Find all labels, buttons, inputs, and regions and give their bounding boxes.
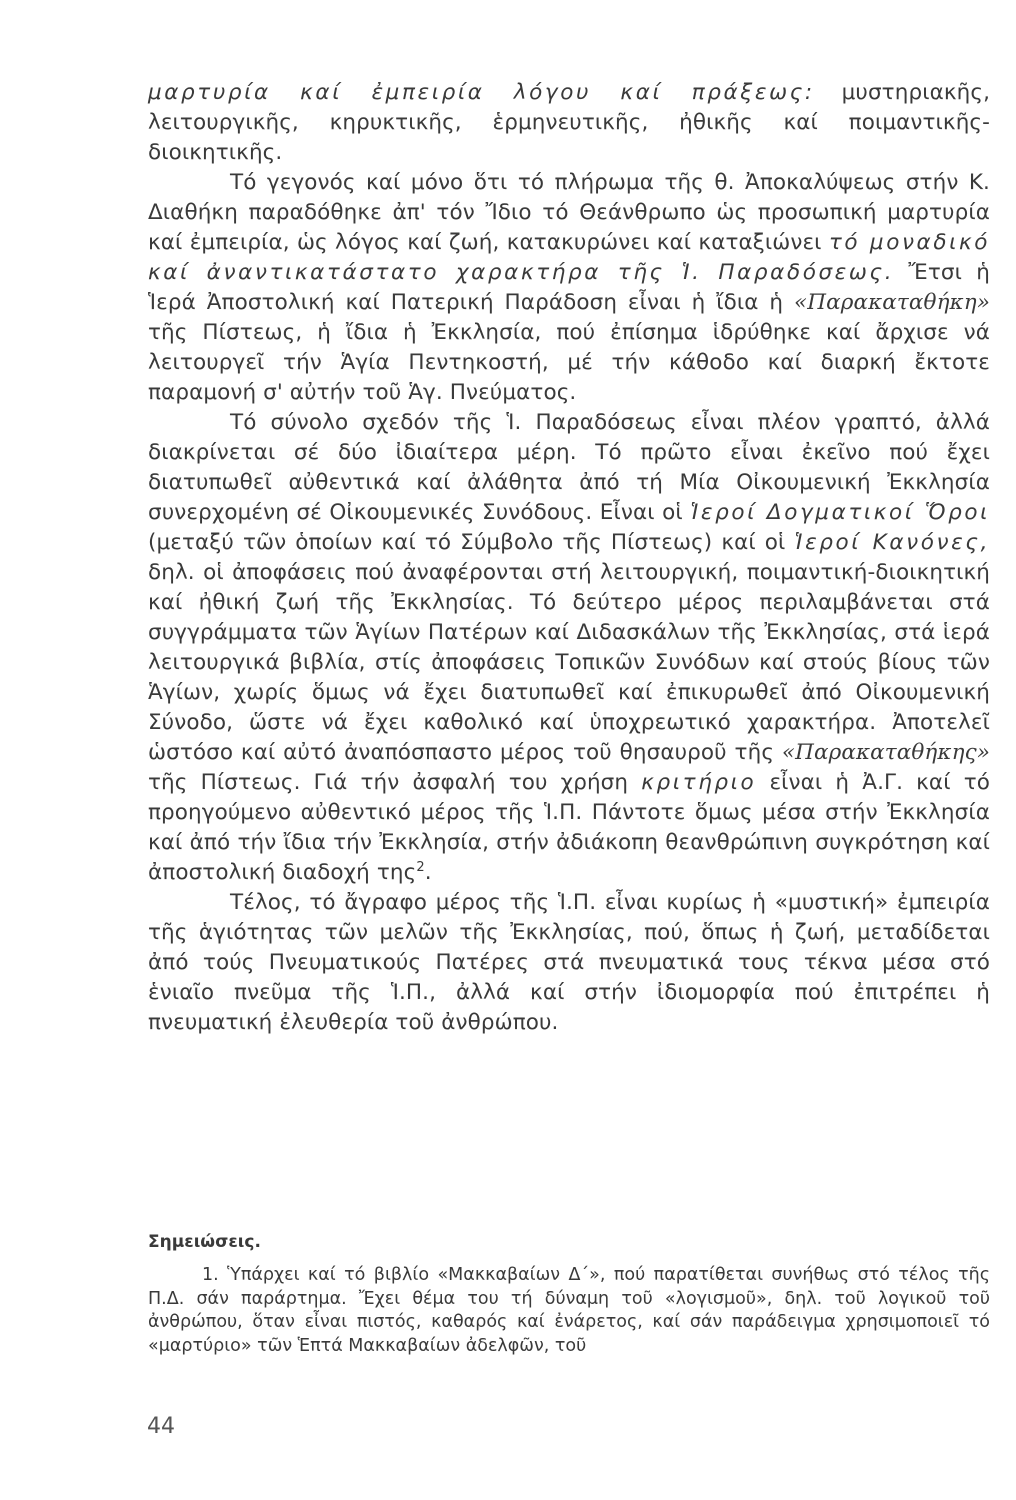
text-run: Τό γεγονός καί μόνο ὅτι τό πλήρωμα τῆς θ. Ἀποκαλύψεως στήν Κ. Διαθήκη παραδόθηκε ἀπ' τόν Ἴδιο τό Θεάνθρωπο ὡς προσωπική μαρτυρία καί ἐμπειρία, ὡς λόγος καί ζωή, κατακυρώνει καί καταξιώνει xyxy=(148,170,990,255)
quoted-term: «Παρακαταθήκης» xyxy=(781,740,990,765)
text-run: (μεταξύ τῶν ὁποίων καί τό Σύμβολο τῆς Πίστεως) καί οἱ xyxy=(148,530,795,555)
text-run: τῆς Πίστεως. Γιά τήν ἀσφαλή του χρήση xyxy=(148,770,642,795)
footnote-ref: 2 xyxy=(416,859,425,875)
text-run: . xyxy=(424,860,432,885)
emphasized-text: μαρτυρία καί ἐμπειρία λόγου καί πράξεως: xyxy=(148,80,815,105)
quoted-term: «Παρακαταθήκη» xyxy=(794,290,990,315)
text-run: μυστηριακῆς, λειτουργικῆς, κηρυκτικῆς, ἑρμηνευτικῆς, ἠθικῆς καί ποιμαντικῆς-διοικητικῆς. xyxy=(148,80,991,165)
text-run: Τέλος, τό ἄγραφο μέρος τῆς Ἱ.Π. εἶναι κυρίως ἡ «μυστική» ἐμπειρία τῆς ἁγιότητας τῶν μελῶν τῆς Ἐκκλησίας, πού, ὅπως ἡ ζωή, μεταδίδεται ἀπό τούς Πνευματικούς Πατέρες στά πνευματικά τους τέκνα μέσα στό ἑνιαῖο πνεῦμα τῆς Ἱ.Π., ἀλλά καί στήν ἰδιομορφία πού ἐπιτρέπει ἡ πνευματική ἐλευθερία τοῦ ἀνθρώπου. xyxy=(148,890,990,1035)
emphasized-text: Ἱεροί Κανόνες, xyxy=(794,530,991,555)
footnotes-section xyxy=(148,1232,990,1358)
emphasized-text: κριτήριο xyxy=(641,770,757,795)
emphasized-text: Ἱεροί Δογματικοί Ὅροι xyxy=(690,500,991,525)
text-run: Τό σύνολο σχεδόν τῆς Ἱ. Παραδόσεως εἶναι πλέον γραπτό, ἀλλά διακρίνεται σέ δύο ἰδιαίτερα μέρη. Τό πρῶτο εἶναι ἐκεῖνο πού ἔχει διατυπωθεῖ αὐθεντικά καί ἀλάθητα ἀπό τή Μία Οἰκουμενική Ἐκκλησία συνερχομένη σέ Οἰκουμενικές Συνόδους. Εἶναι οἱ xyxy=(148,410,990,525)
text-run: Ἔτσι ἡ Ἱερά Ἀποστολική καί Πατερική Παράδοση εἶναι ἡ ἴδια ἡ xyxy=(148,260,990,315)
text-run: τῆς Πίστεως, ἡ ἴδια ἡ Ἐκκλησία, πού ἐπίσημα ἱδρύθηκε καί ἄρχισε νά λειτουργεῖ τήν Ἁγία Πεντηκοστή, μέ τήν κάθοδο καί διαρκή ἔκτοτε παραμονή σ' αὐτήν τοῦ Ἁγ. Πνεύματος. xyxy=(148,320,990,405)
paragraph xyxy=(148,168,990,408)
page-number: 44 xyxy=(147,1414,175,1439)
text-run: δηλ. οἱ ἀποφάσεις πού ἀναφέρονται στή λειτουργική, ποιμαντική-διοικητική καί ἠθική ζωή τῆς Ἐκκλησίας. Τό δεύτερο μέρος περιλαμβάνεται στά συγγράμματα τῶν Ἁγίων Πατέρων καί Διδασκάλων τῆς Ἐκκλησίας, στά ἱερά λειτουργικά βιβλία, στίς ἀποφάσεις Τοπικῶν Συνόδων καί στούς βίους τῶν Ἁγίων, χωρίς ὅμως νά ἔχει διατυπωθεῖ καί ἐπικυρωθεῖ ἀπό Οἰκουμενική Σύνοδο, ὥστε νά ἔχει καθολικό καί ὑποχρεωτικό χαρακτήρα. Ἀποτελεῖ ὡστόσο καί αὐτό ἀναπόσπαστο μέρος τοῦ θησαυροῦ τῆς xyxy=(148,560,990,765)
paragraph xyxy=(148,408,990,888)
paragraph xyxy=(148,888,990,1038)
main-text xyxy=(148,78,990,1038)
emphasized-text: τό μοναδικό καί ἀναντικατάστατο χαρακτήρα τῆς Ἱ. Παραδόσεως. xyxy=(148,230,990,285)
paragraph xyxy=(148,78,990,168)
text-run: εἶναι ἡ Ἀ.Γ. καί τό προηγούμενο αὐθεντικό μέρος τῆς Ἱ.Π. Πάντοτε ὅμως μέσα στήν Ἐκκλησία καί ἀπό τήν ἴδια τήν Ἐκκλησία, στήν ἀδιάκοπη θεανθρώπινη συγκρότηση καί ἀποστολική διαδοχή της xyxy=(148,770,990,885)
footnote-item: 1. Ὑπάρχει καί τό βιβλίο «Μακκαβαίων Δ΄», πού παρατίθεται συνήθως στό τέλος τῆς Π.Δ. σάν παράρτημα. Ἔχει θέμα του τή δύναμη τοῦ «λογισμοῦ», δηλ. τοῦ λογικοῦ τοῦ ἀνθρώπου, ὅταν εἶναι πιστός, καθαρός καί ἐνάρετος, καί σάν παράδειγμα χρησιμοποιεῖ τό «μαρτύριο» τῶν Ἑπτά Μακκαβαίων ἀδελφῶν, τοῦ xyxy=(148,1265,990,1356)
footnotes-heading: Σημειώσεις. xyxy=(148,1232,261,1252)
footnotes-list xyxy=(148,1264,990,1358)
